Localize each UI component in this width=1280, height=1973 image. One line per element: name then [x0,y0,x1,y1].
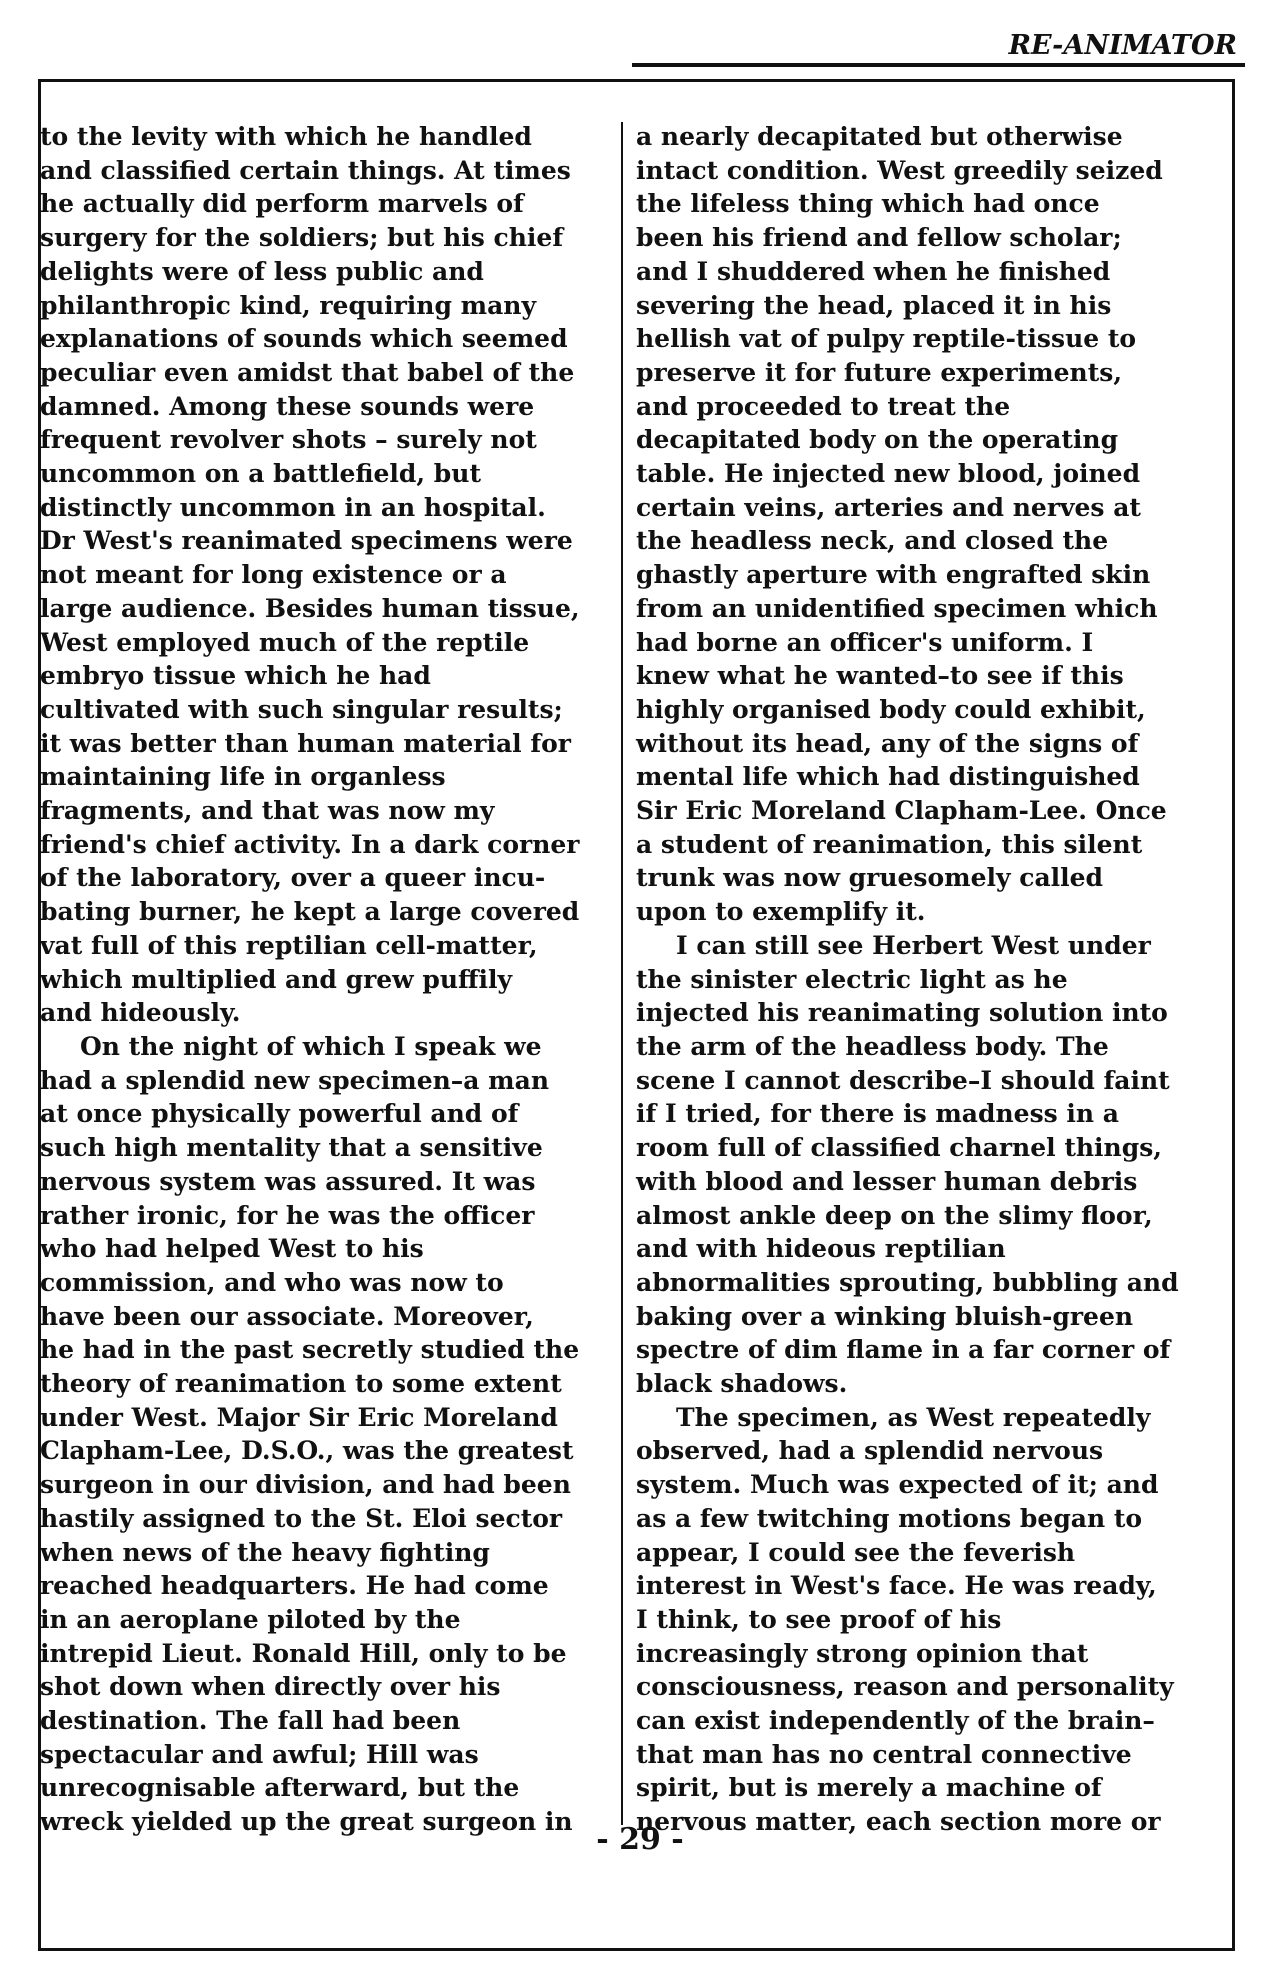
right-column [636,120,1196,1839]
text-line: the sinister electric light as he [636,964,1068,994]
text-line: mental life which had distinguished [636,762,1140,792]
text-line: frequent revolver shots – surely not [40,425,537,455]
text-line: nervous system was assured. It was [40,1166,536,1196]
text-line: severing the head, placed it in his [636,290,1112,320]
text-line: in an aeroplane piloted by the [40,1604,461,1634]
text-line: abnormalities sprouting, bubbling and [636,1267,1179,1297]
text-line: without its head, any of the signs of [636,728,1139,758]
text-line: and hideously. [40,998,241,1028]
text-line: Clapham-Lee, D.S.O., was the greatest [40,1436,574,1466]
text-line: if I tried, for there is madness in a [636,1099,1119,1129]
text-line: injected his reanimating solution into [636,998,1168,1028]
text-line: vat full of this reptilian cell-matter, [40,930,538,960]
text-line: I can still see Herbert West under [676,930,1151,960]
text-line: and proceeded to treat the [636,391,1011,421]
text-line: black shadows. [636,1369,848,1399]
text-line: explanations of sounds which seemed [40,324,568,354]
text-line: spirit, but is merely a machine of [636,1773,1102,1803]
text-line: Dr West's reanimated specimens were [40,526,573,556]
text-line: to the levity with which he handled [40,122,532,151]
text-line: surgery for the soldiers; but his chief [40,223,564,253]
text-line: increasingly strong opinion that [636,1638,1089,1668]
text-line: delights were of less public and [40,256,484,286]
text-line: unrecognisable afterward, but the [40,1773,520,1803]
text-line: the lifeless thing which had once [636,189,1100,219]
text-line: bating burner, he kept a large covered [40,897,580,927]
text-line: ghastly aperture with engrafted skin [636,560,1151,590]
text-line: maintaining life in organless [40,762,446,792]
left-column [40,120,600,1839]
header-rule [632,63,1245,67]
text-line: at once physically powerful and of [40,1099,519,1129]
text-line: Sir Eric Moreland Clapham-Lee. Once [636,796,1167,826]
text-line: under West. Major Sir Eric Moreland [40,1402,558,1432]
text-line: shot down when directly over his [40,1672,501,1702]
page-number: - 29 - [596,1822,684,1857]
text-line: surgeon in our division, and had been [40,1470,571,1500]
text-line: certain veins, arteries and nerves at [636,492,1141,522]
text-line: destination. The fall had been [40,1706,461,1736]
text-line: room full of classified charnel things, [636,1133,1162,1163]
text-line: preserve it for future experiments, [636,357,1123,387]
text-line: which multiplied and grew puffily [40,964,513,994]
text-line: it was better than human material for [40,728,571,758]
text-line: interest in West's face. He was ready, [636,1571,1157,1601]
text-line: distinctly uncommon in an hospital. [40,492,546,522]
text-line: from an unidentified specimen which [636,593,1158,623]
text-line: a student of reanimation, this silent [636,829,1143,859]
text-line: The specimen, as West repeatedly [676,1402,1151,1432]
text-line: can exist independently of the brain– [636,1706,1155,1736]
text-line: intact condition. West greedily seized [636,155,1163,185]
text-line: a nearly decapitated but otherwise [636,122,1123,151]
text-line: he actually did perform marvels of [40,189,524,219]
text-line: observed, had a splendid nervous [636,1436,1104,1466]
text-line: hellish vat of pulpy reptile-tissue to [636,324,1137,354]
text-line: the headless neck, and closed the [636,526,1109,556]
text-line: consciousness, reason and personality [636,1672,1174,1702]
text-line: uncommon on a battlefield, but [40,459,482,489]
text-line: rather ironic, for he was the officer [40,1200,535,1230]
text-line: upon to exemplify it. [636,897,926,927]
text-line: theory of reanimation to some extent [40,1369,562,1399]
running-header-title: RE-ANIMATOR [1008,30,1237,61]
text-line: wreck yielded up the great surgeon in [40,1807,573,1837]
text-line: that man has no central connective [636,1739,1132,1769]
text-line: spectre of dim flame in a far corner of [636,1335,1171,1365]
text-line: and I shuddered when he finished [636,256,1111,286]
text-line: the arm of the headless body. The [636,1031,1109,1061]
text-line: as a few twitching motions began to [636,1503,1143,1533]
text-line: system. Much was expected of it; and [636,1470,1159,1500]
text-line: been his friend and fellow scholar; [636,223,1122,253]
text-line: On the night of which I speak we [80,1031,542,1061]
text-line: nervous matter, each section more or [636,1807,1161,1837]
text-line: have been our associate. Moreover, [40,1301,534,1331]
text-line: damned. Among these sounds were [40,391,535,421]
text-line: knew what he wanted–to see if this [636,661,1124,691]
text-line: he had in the past secretly studied the [40,1335,580,1365]
text-line: spectacular and awful; Hill was [40,1739,479,1769]
text-line: table. He injected new blood, joined [636,459,1141,489]
text-line: embryo tissue which he had [40,661,431,691]
text-line: large audience. Besides human tissue, [40,593,580,623]
text-line: who had helped West to his [40,1234,424,1264]
text-line: almost ankle deep on the slimy floor, [636,1200,1153,1230]
text-line: scene I cannot describe–I should faint [636,1065,1170,1095]
text-line: such high mentality that a sensitive [40,1133,543,1163]
text-line: not meant for long existence or a [40,560,507,590]
text-line: appear, I could see the feverish [636,1537,1076,1567]
text-line: had borne an officer's uniform. I [636,627,1094,657]
text-line: I think, to see proof of his [636,1604,1002,1634]
text-line: friend's chief activity. In a dark corner [40,829,580,859]
text-line: hastily assigned to the St. Eloi sector [40,1503,563,1533]
text-line: West employed much of the reptile [40,627,530,657]
text-line: trunk was now gruesomely called [636,863,1104,893]
text-line: intrepid Lieut. Ronald Hill, only to be [40,1638,567,1668]
text-line: commission, and who was now to [40,1267,504,1297]
column-divider [621,122,623,1825]
text-line: peculiar even amidst that babel of the [40,357,575,387]
text-line: reached headquarters. He had come [40,1571,549,1601]
text-line: had a splendid new specimen–a man [40,1065,550,1095]
text-line: when news of the heavy fighting [40,1537,490,1567]
text-line: of the laboratory, over a queer incu- [40,863,546,893]
text-line: cultivated with such singular results; [40,694,563,724]
text-line: with blood and lesser human debris [636,1166,1138,1196]
text-line: and with hideous reptilian [636,1234,1006,1264]
text-line: decapitated body on the operating [636,425,1119,455]
text-line: and classified certain things. At times [40,155,571,185]
text-line: highly organised body could exhibit, [636,694,1146,724]
text-line: philanthropic kind, requiring many [40,290,536,320]
text-line: baking over a winking bluish-green [636,1301,1134,1331]
text-line: fragments, and that was now my [40,796,495,826]
